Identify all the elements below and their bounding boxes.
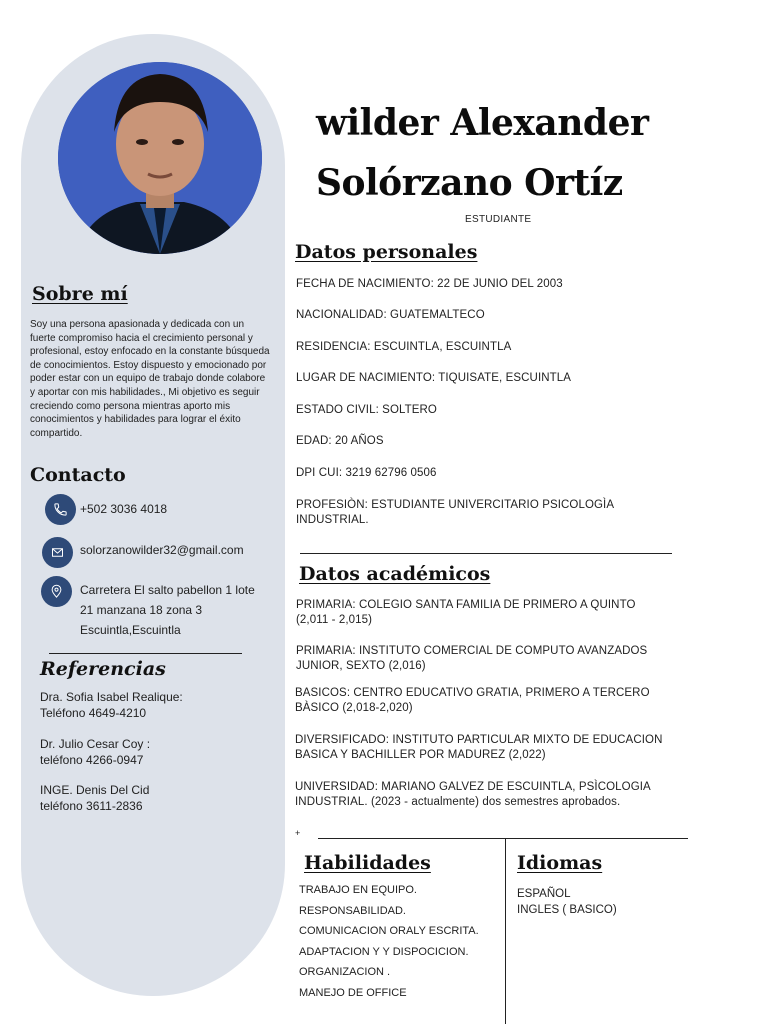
plus-mark: + <box>295 828 301 838</box>
academic-item-line: (2,011 - 2,015) <box>296 614 373 626</box>
skill-item: MANEJO DE OFFICE <box>299 987 407 999</box>
language-item: ESPAÑOL <box>517 888 571 900</box>
language-item: INGLES ( BASICO) <box>517 904 617 916</box>
academic-item-line: BASICOS: CENTRO EDUCATIVO GRATIA, PRIMERO A TERCERO <box>295 687 650 699</box>
reference-phone: Teléfono 4649-4210 <box>40 706 147 720</box>
personal-item: RESIDENCIA: ESCUINTLA, ESCUINTLA <box>296 341 512 353</box>
about-heading: Sobre mí <box>32 283 128 305</box>
personal-item: EDAD: 20 AÑOS <box>296 435 384 447</box>
address-line-1: Carretera El salto pabellon 1 lote <box>80 583 255 597</box>
skill-item: ORGANIZACION . <box>299 966 391 978</box>
email-address[interactable]: solorzanowilder32@gmail.com <box>80 543 244 557</box>
academic-item-line: BASICA Y BACHILLER POR MADUREZ (2,022) <box>295 749 546 761</box>
reference-name: Dra. Sofia Isabel Realique: <box>40 690 183 704</box>
skills-heading: Habilidades <box>304 852 431 874</box>
skill-item: ADAPTACION Y Y DISPOCICION. <box>299 946 469 958</box>
reference-name: Dr. Julio Cesar Coy : <box>40 737 151 751</box>
address-line-3: Escuintla,Escuintla <box>80 623 181 637</box>
section-divider <box>318 838 688 839</box>
phone-number[interactable]: +502 3036 4018 <box>80 502 168 516</box>
personal-item: LUGAR DE NACIMIENTO: TIQUISATE, ESCUINTLA <box>296 372 572 384</box>
profile-photo <box>58 62 262 254</box>
academic-item-line: BÀSICO (2,018-2,020) <box>295 702 413 714</box>
languages-heading: Idiomas <box>517 852 603 874</box>
sidebar-divider <box>49 653 242 654</box>
academic-item-line: DIVERSIFICADO: INSTITUTO PARTICULAR MIXTO DE EDUCACION <box>295 734 663 746</box>
profession-line-1: PROFESIÒN: ESTUDIANTE UNIVERCITARIO PSICOLOGÌA <box>296 499 615 511</box>
personal-item: ESTADO CIVIL: SOLTERO <box>296 404 437 416</box>
academic-item-line: JUNIOR, SEXTO (2,016) <box>296 660 426 672</box>
personal-item: DPI CUI: 3219 62796 0506 <box>296 467 437 479</box>
academic-item-line: PRIMARIA: INSTITUTO COMERCIAL DE COMPUTO AVANZADOS <box>296 645 648 657</box>
personal-item: NACIONALIDAD: GUATEMALTECO <box>296 309 485 321</box>
academic-item-line: INDUSTRIAL. (2023 - actualmente) dos semestres aprobados. <box>295 796 621 808</box>
references-heading: Referencias <box>40 658 166 680</box>
reference-phone: teléfono 3611-2836 <box>40 799 143 813</box>
name-line-2: Solórzano Ortíz <box>316 162 623 204</box>
name-line-1: wilder Alexander <box>316 102 649 144</box>
role-label: ESTUDIANTE <box>465 214 532 225</box>
skill-item: TRABAJO EN EQUIPO. <box>299 884 417 896</box>
address-line-2: 21 manzana 18 zona 3 <box>80 603 203 617</box>
about-text: Soy una persona apasionada y dedicada con un fuerte compromiso hacia el crecimiento personal y profesional, estoy enfocado en la constante búsqueda de conocimientos. Estoy dispuesto y emocionado por poder estar con un equipo de trabajo donde colabore y aportar con mis habilidades., Mi objetivo es seguir creciendo como persona mientras aporto mis conocimientos y habilidades para lograr el éxito compartido. <box>30 319 270 439</box>
location-pin-icon <box>41 576 72 607</box>
column-divider <box>505 838 506 1024</box>
mail-icon <box>42 537 73 568</box>
skill-item: RESPONSABILIDAD. <box>299 905 406 917</box>
personal-item: FECHA DE NACIMIENTO: 22 DE JUNIO DEL 2003 <box>296 278 563 290</box>
phone-icon <box>45 494 76 525</box>
skill-item: COMUNICACION ORALY ESCRITA. <box>299 925 479 937</box>
reference-phone: teléfono 4266-0947 <box>40 753 144 767</box>
reference-name: INGE. Denis Del Cid <box>40 783 150 797</box>
contact-heading: Contacto <box>30 464 126 486</box>
academic-heading: Datos académicos <box>299 563 491 585</box>
section-divider <box>300 553 672 554</box>
academic-item-line: PRIMARIA: COLEGIO SANTA FAMILIA DE PRIMERO A QUINTO <box>296 599 636 611</box>
academic-item-line: UNIVERSIDAD: MARIANO GALVEZ DE ESCUINTLA, PSÌCOLOGIA <box>295 781 651 793</box>
profession-line-2: INDUSTRIAL. <box>296 514 369 526</box>
personal-data-heading: Datos personales <box>295 241 478 263</box>
